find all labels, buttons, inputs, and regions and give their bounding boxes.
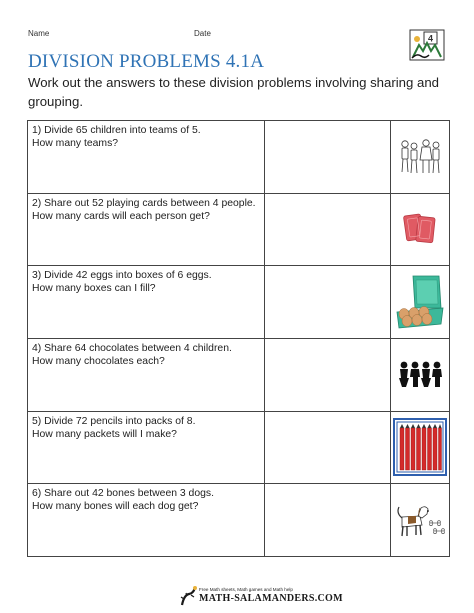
- question-cell: [28, 121, 265, 194]
- answer-cell[interactable]: [265, 411, 391, 484]
- question-cell: [28, 338, 265, 411]
- page-title: DIVISION PROBLEMS 4.1A: [28, 51, 265, 72]
- problem-row: [28, 193, 450, 266]
- answer-cell[interactable]: [265, 338, 391, 411]
- answer-cell[interactable]: [265, 266, 391, 339]
- answer-cell[interactable]: [265, 484, 391, 557]
- name-label: Name: [28, 29, 50, 38]
- question-cell: [28, 266, 265, 339]
- problem-row: [28, 411, 450, 484]
- problem-row: [28, 121, 450, 194]
- answer-cell[interactable]: [265, 121, 391, 194]
- question-line: How many chocolates each?: [32, 355, 165, 367]
- question-line: 1) Divide 65 children into teams of 5.: [32, 125, 201, 136]
- question-line: 6) Share out 42 bones between 3 dogs.: [32, 488, 214, 500]
- footer-tagline: Free Math sheets, Math games and Math help: [199, 587, 293, 592]
- footer: [199, 587, 343, 604]
- picture-cell: [391, 338, 450, 411]
- picture-cell: [391, 266, 450, 339]
- problems-table: [27, 120, 450, 557]
- picture-cell: [391, 193, 450, 266]
- salamander-footer-icon: [180, 585, 198, 607]
- problem-row: [28, 266, 450, 339]
- question-line: How many boxes can I fill?: [32, 283, 156, 295]
- question-line: 2) Share out 52 playing cards between 4 people.: [32, 197, 256, 209]
- question-cell: [28, 411, 265, 484]
- grade-number: 4: [427, 33, 434, 44]
- question-cell: [28, 484, 265, 557]
- question-line: 3) Divide 42 eggs into boxes of 6 eggs.: [32, 270, 212, 282]
- question-line: 5) Divide 72 pencils into packs of 8.: [32, 415, 196, 427]
- question-line: 4) Share 64 chocolates between 4 children.: [32, 342, 232, 354]
- dog-bones-icon: [394, 503, 446, 537]
- picture-cell: [391, 121, 450, 194]
- chocolates-icon: [398, 361, 442, 389]
- pencils-icon: [393, 418, 447, 476]
- children-icon: [397, 138, 443, 176]
- question-line: How many cards will each person get?: [32, 210, 210, 222]
- picture-cell: [391, 411, 450, 484]
- egg-box-icon: [395, 274, 445, 330]
- playing-cards-icon: [403, 211, 437, 247]
- picture-cell: [391, 484, 450, 557]
- instructions: Work out the answers to these division problems involving sharing and grouping.: [28, 75, 439, 109]
- salamander-logo-icon: [409, 29, 445, 61]
- problem-row: [28, 484, 450, 557]
- date-label: Date: [194, 29, 211, 38]
- question-line: How many bones will each dog get?: [32, 501, 199, 513]
- answer-cell[interactable]: [265, 193, 391, 266]
- footer-site-link[interactable]: MATH-SALAMANDERS.COM: [199, 593, 343, 604]
- problem-row: [28, 338, 450, 411]
- question-line: How many packets will I make?: [32, 428, 177, 440]
- question-line: How many teams?: [32, 138, 119, 149]
- question-cell: [28, 193, 265, 266]
